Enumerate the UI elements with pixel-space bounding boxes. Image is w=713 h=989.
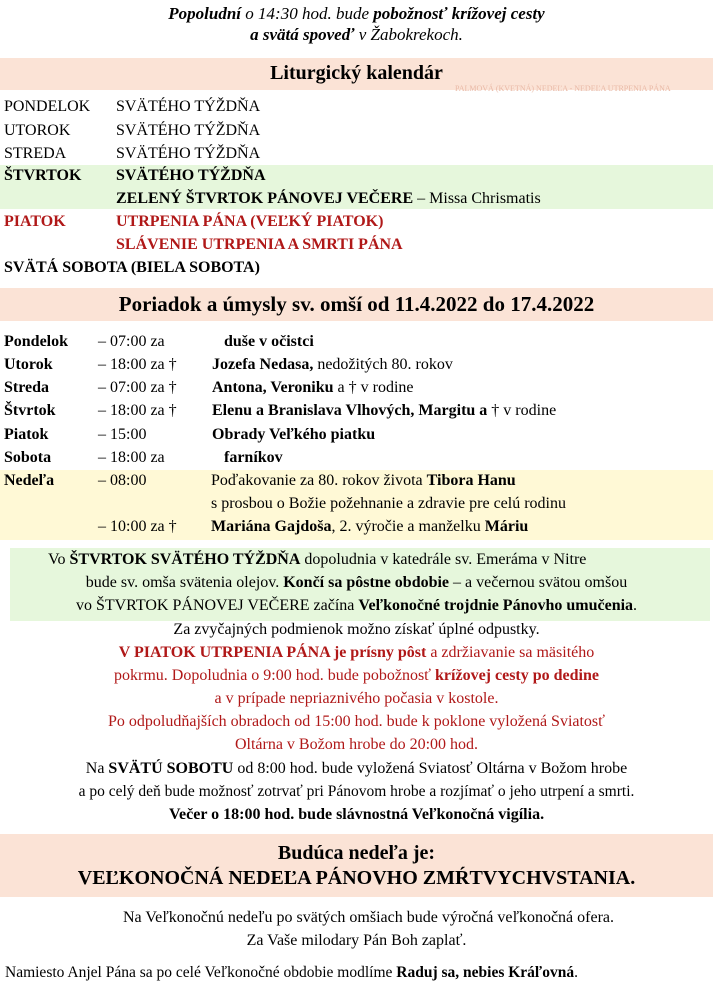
announcement-line: Oltárna v Božom hrobe do 20:00 hod. bbox=[234, 736, 479, 753]
next-sunday-line-1: Budúca nedeľa je: bbox=[277, 842, 436, 864]
announcement-line: Po odpoludňajších obradoch od 15:00 hod. bude k poklone vyložená Sviatosť bbox=[108, 713, 605, 730]
masses-title: Poriadok a úmysly sv. omší od 11.4.2022 do 17.4.2022 bbox=[118, 292, 595, 316]
announcement-line: Vo ŠTVRTOK SVÄTÉHO TÝŽDŇA dopoludnia v katedrále sv. Emeráma v Nitre bbox=[48, 551, 587, 568]
announcement-line: V PIATOK UTRPENIA PÁNA je prísny pôst a zdržiavanie sa mäsitého bbox=[118, 644, 595, 661]
footer-line: Za Vaše milodary Pán Boh zaplať. bbox=[246, 932, 467, 949]
announcement-line: pokrmu. Dopoludnia o 9:00 hod. bude pobožnosť krížovej cesty po dedine bbox=[113, 667, 599, 684]
announcement-line: a po celý deň bude možnosť zotrvať pri Pánovom hrobe a rozjímať o jeho utrpení a smrti. bbox=[78, 783, 635, 800]
header-line-1: Popoludní o 14:30 hod. bude pobožnosť krížovej cesty bbox=[168, 4, 545, 23]
footer-line: Na Veľkonočnú nedeľu po svätých omšiach bude výročná veľkonočná ofera. bbox=[122, 909, 615, 926]
header-line-2: a svätá spoveď v Žabokrekoch. bbox=[250, 25, 463, 44]
liturgical-watermark: PALMOVÁ (KVETNÁ) NEDEĽA - NEDEĽA UTRPENIA PÁNA bbox=[455, 84, 671, 93]
liturgical-title: Liturgický kalendár bbox=[270, 62, 443, 84]
announcement-line: Večer o 18:00 hod. bude slávnostná Veľkonočná vigília. bbox=[168, 806, 545, 823]
footer-line: Namiesto Anjel Pána sa po celé Veľkonočné obdobie modlíme Raduj sa, nebies Kráľovná. bbox=[5, 964, 578, 981]
announcement-line: Na SVÄTÚ SOBOTU od 8:00 hod. bude vyložená Sviatosť Oltárna v Božom hrobe bbox=[85, 760, 628, 777]
next-sunday-line-2: VEĽKONOČNÁ NEDEĽA PÁNOVHO ZMŔTVYCHVSTANIA. bbox=[77, 867, 636, 889]
announcement-line: Za zvyčajných podmienok možno získať úplné odpustky. bbox=[173, 621, 540, 638]
announcement-line: a v prípade nepriaznivého počasia v kostole. bbox=[214, 690, 499, 707]
announcement-line: bude sv. omša svätenia olejov. Končí sa pôstne obdobie – a večernou svätou omšou bbox=[85, 574, 628, 591]
announcement-line: vo ŠTVRTOK PÁNOVEJ VEČERE začína Veľkonočné trojdnie Pánovho umučenia. bbox=[75, 597, 638, 614]
